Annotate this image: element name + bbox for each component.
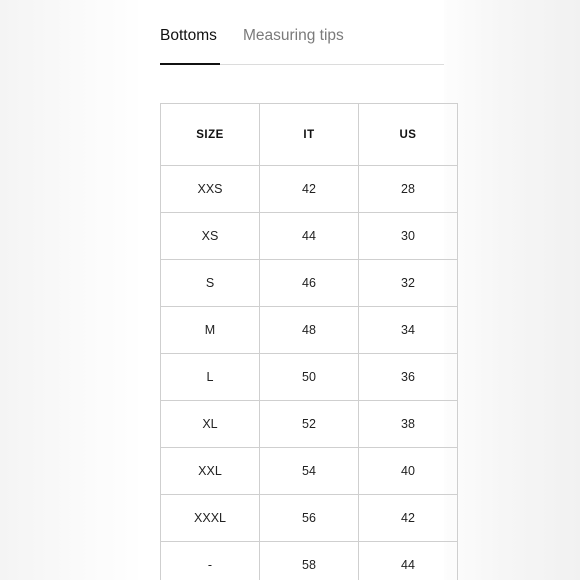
cell-us: 42 bbox=[359, 495, 458, 542]
header-it: IT bbox=[260, 104, 359, 166]
cell-size: S bbox=[161, 260, 260, 307]
table-row bbox=[161, 354, 458, 401]
active-tab-indicator bbox=[160, 63, 220, 65]
cell-it: 50 bbox=[260, 354, 359, 401]
cell-us: 40 bbox=[359, 448, 458, 495]
table-row bbox=[161, 213, 458, 260]
cell-it: 48 bbox=[260, 307, 359, 354]
size-table bbox=[160, 103, 458, 580]
cell-size: L bbox=[161, 354, 260, 401]
size-guide-panel bbox=[138, 0, 444, 580]
tab-bottoms[interactable]: Bottoms bbox=[160, 27, 217, 44]
right-fade-overlay bbox=[444, 0, 580, 580]
cell-size: XXXL bbox=[161, 495, 260, 542]
cell-size: XXL bbox=[161, 448, 260, 495]
cell-us: 28 bbox=[359, 166, 458, 213]
table-row bbox=[161, 260, 458, 307]
cell-it: 46 bbox=[260, 260, 359, 307]
table-header-row bbox=[161, 104, 458, 166]
table-row bbox=[161, 448, 458, 495]
table-row bbox=[161, 495, 458, 542]
cell-size: XXS bbox=[161, 166, 260, 213]
cell-us: 38 bbox=[359, 401, 458, 448]
cell-it: 52 bbox=[260, 401, 359, 448]
size-guide-tabs bbox=[160, 0, 444, 65]
cell-us: 30 bbox=[359, 213, 458, 260]
tab-measuring-tips[interactable]: Measuring tips bbox=[243, 27, 344, 44]
cell-size: M bbox=[161, 307, 260, 354]
header-us: US bbox=[359, 104, 458, 166]
cell-it: 42 bbox=[260, 166, 359, 213]
cell-it: 54 bbox=[260, 448, 359, 495]
cell-size: XL bbox=[161, 401, 260, 448]
table-row bbox=[161, 542, 458, 580]
table-row bbox=[161, 401, 458, 448]
header-size: SIZE bbox=[161, 104, 260, 166]
cell-it: 44 bbox=[260, 213, 359, 260]
cell-size: XS bbox=[161, 213, 260, 260]
cell-it: 58 bbox=[260, 542, 359, 580]
cell-size: - bbox=[161, 542, 260, 580]
cell-us: 36 bbox=[359, 354, 458, 401]
cell-us: 32 bbox=[359, 260, 458, 307]
table-row bbox=[161, 307, 458, 354]
cell-us: 44 bbox=[359, 542, 458, 580]
cell-us: 34 bbox=[359, 307, 458, 354]
table-row bbox=[161, 166, 458, 213]
cell-it: 56 bbox=[260, 495, 359, 542]
